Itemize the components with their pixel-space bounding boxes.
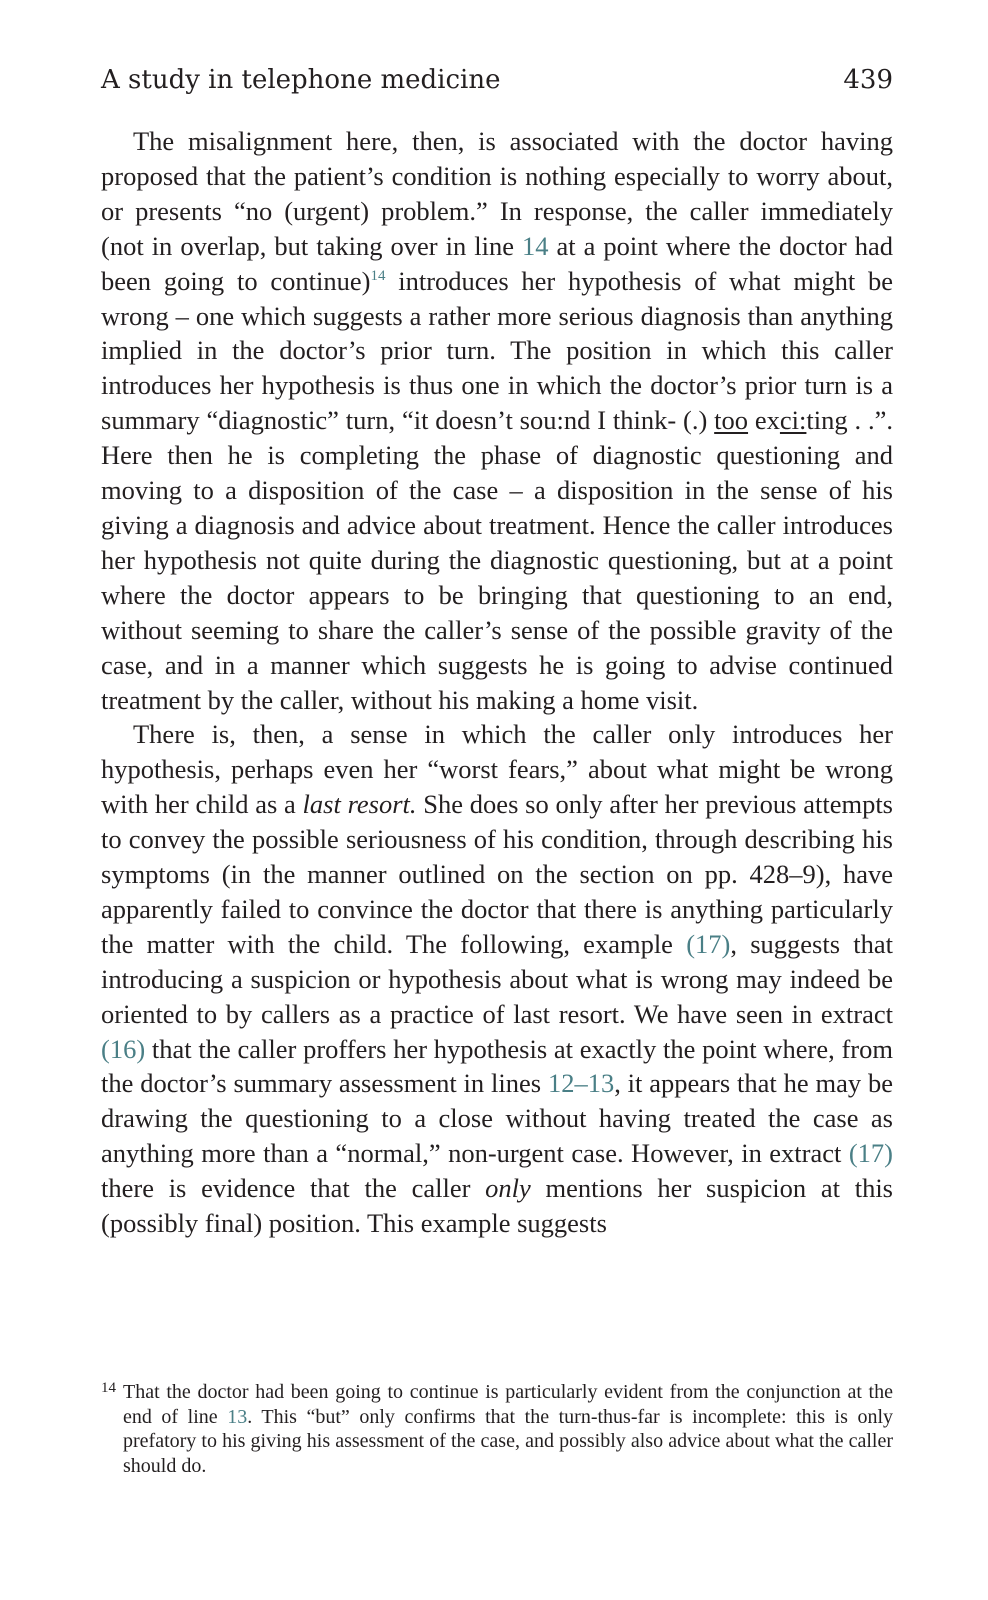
running-head <box>101 62 893 98</box>
paragraph-2-text-1: There is, then, a sense in which the caller only introduces her hypothesis, perhaps even her “worst fears,” about what might be wrong with her child as a <box>101 719 893 820</box>
footnote-text-1: That the doctor had been going to continue is particularly evident from the conjunction at the end of line <box>123 1381 893 1428</box>
running-title: A study in telephone medicine <box>101 65 501 95</box>
lines-12-13-reference-link[interactable]: 12–13 <box>547 1068 615 1099</box>
footnote-number: 14 <box>101 1380 116 1396</box>
footnote-14-marker[interactable]: 14 <box>370 267 386 284</box>
paragraph-2-text-2: She does so only after her previous attempts to convey the possible seriousness of his condition, through describing his symptoms (in the manner outlined on the section on pp. 428–9), have apparently failed to convince the doctor that there is anything particularly the matter with the child. The following, example <box>101 789 893 959</box>
paragraph-2-text-7: mentions her suspicion at this (possibly final) position. This example suggests <box>101 1173 893 1239</box>
footnotes <box>101 1380 893 1478</box>
paragraph-1 <box>101 124 893 717</box>
paragraph-2-text-5: , it appears that he may be drawing the questioning to a close without having treated the case as anything more than a “normal,” non-urgent case. However, in extract <box>101 1068 893 1169</box>
paragraph-2 <box>101 717 893 1241</box>
footnote-text-2: . This “but” only confirms that the turn-thus-far is incomplete: this is only prefatory to his giving his assessment of the case, and possibly also advice about what the caller should do. <box>123 1405 894 1477</box>
underlined-ci: ci: <box>779 405 807 436</box>
line-14-reference-link[interactable]: 14 <box>522 230 549 261</box>
underlined-too: too <box>714 405 749 436</box>
paragraph-1-text-3: introduces her hypothesis of what might be wrong – one which suggests a rather more serious diagnosis than anything implied in the doctor’s prior turn. The position in which this caller introduces her hypothesis is thus one in which the doctor’s prior turn is a summary “diagnostic” turn, “it doesn’t sou:nd I think- (.) <box>101 265 893 436</box>
book-page <box>101 62 893 1562</box>
footnote-14 <box>101 1380 893 1478</box>
page-number: 439 <box>843 65 893 95</box>
paragraph-2-text-6: there is evidence that the caller <box>101 1173 486 1204</box>
body-text <box>101 124 893 1241</box>
footnote-text <box>123 1380 893 1478</box>
extract-17-reference-link[interactable]: (17) <box>686 928 731 959</box>
paragraph-2-text-3: , suggests that introducing a suspicion or hypothesis about what is wrong may indeed be oriented to by callers as a practice of last resort. We have seen in extract <box>101 928 893 1029</box>
line-13-reference-link[interactable]: 13 <box>227 1405 248 1428</box>
extract-16-reference-link[interactable]: (16) <box>101 1033 146 1064</box>
paragraph-1-text-4: ex <box>748 405 780 436</box>
paragraph-1-text-2: at a point where the doctor had been going to continue) <box>101 230 893 296</box>
italic-last-resort: last resort. <box>302 789 417 820</box>
extract-17-second-reference-link[interactable]: (17) <box>848 1138 893 1169</box>
paragraph-1-text-5: ting . .”. Here then he is completing the phase of diagnostic questioning and moving to a disposition of the case – a disposition in the sense of his giving a diagnosis and advice about treatment. Hence the caller introduces her hypothesis not quite during the diagnostic questioning, but at a point where the doctor appears to be bringing that questioning to an end, without seeming to share the caller’s sense of the possible gravity of the case, and in a manner which suggests he is going to advise continued treatment by the caller, without his making a home visit. <box>101 405 893 715</box>
paragraph-2-text-4: that the caller proffers her hypothesis at exactly the point where, from the doctor’s summary assessment in lines <box>101 1033 893 1099</box>
italic-only: only <box>485 1173 531 1204</box>
paragraph-1-text-1: The misalignment here, then, is associated with the doctor having proposed that the patient’s condition is nothing especially to worry about, or presents “no (urgent) problem.” In response, the caller immediately (not in overlap, but taking over in line <box>101 126 893 261</box>
